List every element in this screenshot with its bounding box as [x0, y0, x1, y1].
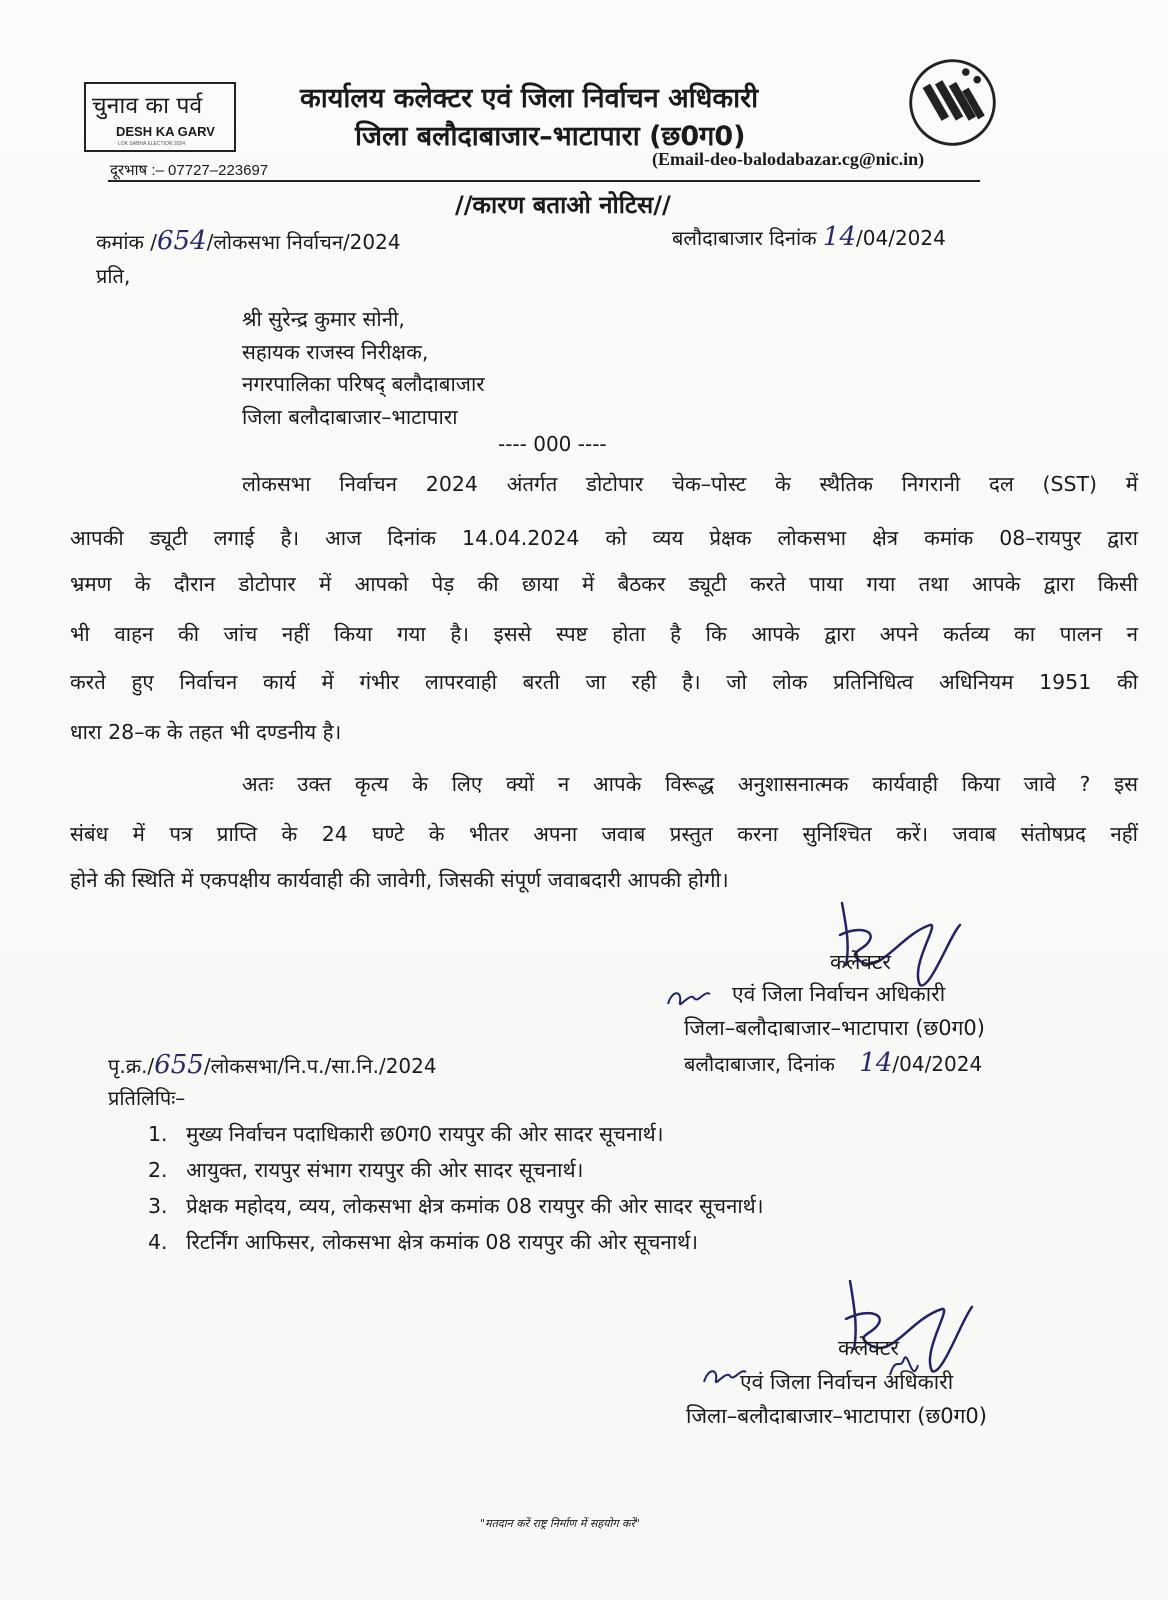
- notice-title: //कारण बताओ नोटिस//: [455, 191, 671, 219]
- signatory-district: जिला–बलौदाबाजार–भाटापारा (छ0ग0): [686, 1404, 987, 1428]
- copy-reference-suffix: /लोकसभा/नि.प./सा.नि./2024: [203, 1054, 437, 1078]
- reference-handwritten-number: 654: [156, 226, 207, 256]
- copy-label: प्रतिलिपिः–: [108, 1086, 186, 1110]
- addressee-line: नगरपालिका परिषद् बलौदाबाजार: [242, 372, 485, 396]
- election-commission-logo-icon: [905, 55, 1000, 150]
- copy-item-number: 4.: [148, 1230, 168, 1254]
- copy-reference-date: [684, 1048, 982, 1078]
- copy-reference-date-label: बलौदाबाजार, दिनांक: [684, 1052, 835, 1076]
- copy-list-item: [148, 1192, 764, 1220]
- initials-icon: [664, 984, 714, 1014]
- reference-suffix: /लोकसभा निर्वाचन/2024: [206, 230, 401, 254]
- addressee-line: जिला बलौदाबाजार–भाटापारा: [242, 405, 458, 429]
- reference-prefix: कमांक /: [96, 230, 157, 254]
- addressee-line: सहायक राजस्व निरीक्षक,: [242, 340, 429, 364]
- office-title: कार्यालय कलेक्टर एवं जिला निर्वाचन अधिकारी: [300, 83, 759, 114]
- reference-date: [672, 222, 946, 252]
- logo-english-text: DESH KA GARV: [116, 124, 215, 139]
- copy-reference-month-year: /04/2024: [892, 1052, 983, 1076]
- copy-list-item: [148, 1156, 583, 1184]
- copy-reference-handwritten-number: 655: [154, 1050, 204, 1080]
- logo-sub-text: LOK SABHA ELECTION 2024: [118, 141, 185, 147]
- body-line: करते हुए निर्वाचन कार्य में गंभीर लापरवाही बरती जा रही है। जो लोक प्रतिनिधित्व अधिनियम 1951 की: [70, 670, 1138, 694]
- separator: ---- 000 ----: [498, 432, 607, 456]
- signatory-designation: एवं जिला निर्वाचन अधिकारी: [740, 1370, 954, 1394]
- body-line: संबंध में पत्र प्राप्ति के 24 घण्टे के भीतर अपना जवाब प्रस्तुत करना सुनिश्चित करें। जवाब संतोषप्रद नहीं: [70, 822, 1138, 846]
- reference-date-label: बलौदाबाजार दिनांक: [672, 226, 817, 250]
- body-line: भी वाहन की जांच नहीं किया गया है। इससे स्पष्ट होता है कि आपके द्वारा अपने कर्तव्य का पालन न: [70, 622, 1138, 646]
- body-line: होने की स्थिति में एकपक्षीय कार्यवाही की जावेगी, जिसकी संपूर्ण जवाबदारी आपकी होगी।: [70, 868, 729, 892]
- copy-item-text: मुख्य निर्वाचन पदाधिकारी छ0ग0 रायपुर की ओर सादर सूचनार्थ।: [186, 1122, 664, 1146]
- copy-item-text: आयुक्त, रायपुर संभाग रायपुर की ओर सादर सूचनार्थ।: [186, 1158, 584, 1182]
- addressee-line: श्री सुरेन्द्र कुमार सोनी,: [242, 307, 405, 331]
- body-line: धारा 28–क के तहत भी दण्डनीय है।: [70, 720, 342, 744]
- copy-reference-handwritten-day: 14: [859, 1048, 893, 1078]
- signatory-district: जिला–बलौदाबाजार–भाटापारा (छ0ग0): [684, 1016, 985, 1040]
- copy-list-item: [148, 1228, 698, 1256]
- copy-item-text: रिटर्निंग आफिसर, लोकसभा क्षेत्र कमांक 08 रायपुर की ओर सूचनार्थ।: [186, 1230, 698, 1254]
- copy-item-number: 3.: [148, 1194, 168, 1218]
- body-line: लोकसभा निर्वाचन 2024 अंतर्गत डोटोपार चेक–पोस्ट के स्थैतिक निगरानी दल (SST) में: [242, 472, 1138, 496]
- initials-icon: [700, 1362, 750, 1392]
- copy-item-number: 1.: [148, 1122, 168, 1146]
- reference-number: [96, 226, 401, 256]
- copy-item-text: प्रेक्षक महोदय, व्यय, लोकसभा क्षेत्र कमांक 08 रायपुर की ओर सादर सूचनार्थ।: [186, 1194, 764, 1218]
- header-divider: [108, 180, 980, 182]
- copy-reference-prefix: पृ.क्र./: [108, 1054, 155, 1078]
- copy-item-number: 2.: [148, 1158, 168, 1182]
- body-line: भ्रमण के दौरान डोटोपार में आपको पेड़ की छाया में बैठकर ड्यूटी करते पाया गया तथा आपके द्वारा किसी: [70, 572, 1138, 596]
- district-title: जिला बलौदाबाजार–भाटापारा (छ0ग0): [355, 121, 746, 152]
- body-line: आपकी ड्यूटी लगाई है। आज दिनांक 14.04.2024 को व्यय प्रेक्षक लोकसभा क्षेत्र कमांक 08–रायपुर द्वारा: [70, 526, 1138, 550]
- footer-slogan: "मतदान करें राष्ट्र निर्माण में सहयोग करें": [480, 1517, 641, 1530]
- signatory-title: कलेक्टर: [838, 1336, 899, 1360]
- copy-list-item: [148, 1120, 664, 1148]
- reference-month-year: /04/2024: [856, 226, 946, 250]
- signatory-designation: एवं जिला निर्वाचन अधिकारी: [732, 982, 946, 1006]
- body-line: अतः उक्त कृत्य के लिए क्यों न आपके विरूद्ध अनुशासनात्मक कार्यवाही किया जावे ? इस: [242, 772, 1138, 796]
- logo-hindi-text: चुनाव का पर्व: [92, 93, 203, 119]
- reference-handwritten-day: 14: [822, 222, 857, 252]
- election-festival-logo: [84, 82, 236, 152]
- to-label: प्रति,: [96, 264, 131, 288]
- phone-number: दूरभाष :– 07727–223697: [110, 162, 269, 179]
- copy-reference-number: [108, 1050, 437, 1080]
- signatory-title: कलेक्टर: [830, 950, 891, 974]
- email-address: (Email-deo-balodabazar.cg@nic.in): [652, 149, 925, 169]
